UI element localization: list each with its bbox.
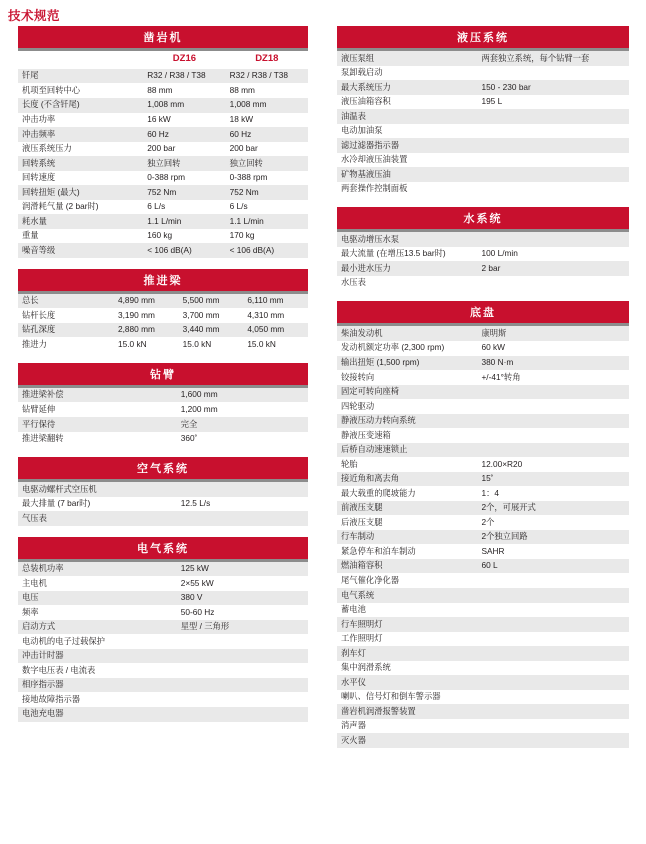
row-label: 总装机功率 <box>18 562 177 577</box>
row-value <box>477 704 629 719</box>
row-value: 独立回转 <box>226 156 308 171</box>
boom-table <box>18 388 308 446</box>
table-row <box>18 678 308 693</box>
row-label: 静液压变速箱 <box>337 428 477 443</box>
row-value <box>477 153 629 168</box>
row-value <box>477 632 629 647</box>
row-value: 1,200 mm <box>177 402 308 417</box>
section-electric <box>18 537 308 722</box>
row-value: 752 Nm <box>143 185 225 200</box>
row-value <box>477 690 629 705</box>
row-label: 平行保待 <box>18 417 177 432</box>
row-value: 160 kg <box>143 229 225 244</box>
table-row <box>337 341 629 356</box>
row-label: 钎尾 <box>18 69 143 84</box>
row-label: 矿物基液压油 <box>337 167 477 182</box>
table-row <box>337 515 629 530</box>
table-row <box>18 482 308 497</box>
row-label: 燃油箱容积 <box>337 559 477 574</box>
table-row <box>337 472 629 487</box>
row-label: 最小进水压力 <box>337 261 477 276</box>
table-row <box>18 388 308 403</box>
row-label: 机项至回转中心 <box>18 83 143 98</box>
hydraulic-table <box>337 51 629 196</box>
row-label: 后桥自动速速锁止 <box>337 443 477 458</box>
row-label: 电驱动增压水泵 <box>337 232 477 247</box>
section-hydraulic-title: 液压系统 <box>337 26 629 51</box>
table-row <box>337 428 629 443</box>
row-value <box>477 603 629 618</box>
table-row <box>18 620 308 635</box>
row-label: 液压油箱容积 <box>337 95 477 110</box>
section-drill-title: 凿岩机 <box>18 26 308 51</box>
row-label: 冲击计时器 <box>18 649 177 664</box>
row-value: 170 kg <box>226 229 308 244</box>
row-label: 冲击功率 <box>18 113 143 128</box>
row-label: 泵卸载启动 <box>337 66 477 81</box>
table-row <box>18 417 308 432</box>
row-label: 固定可转向座椅 <box>337 385 477 400</box>
row-label: 水冷却液压油装置 <box>337 153 477 168</box>
row-value: 752 Nm <box>226 185 308 200</box>
table-row <box>337 632 629 647</box>
table-row <box>337 370 629 385</box>
row-value: 2,880 mm <box>114 323 179 338</box>
table-row <box>337 276 629 291</box>
row-value <box>177 634 308 649</box>
row-label: 油温表 <box>337 109 477 124</box>
table-row <box>18 497 308 512</box>
table-row <box>337 124 629 139</box>
row-value <box>177 482 308 497</box>
row-label: 接近角和离去角 <box>337 472 477 487</box>
row-label: 钻杆长度 <box>18 308 114 323</box>
row-label: 润滑耗气量 (2 bar时) <box>18 200 143 215</box>
row-label: 滤过滤器指示器 <box>337 138 477 153</box>
table-row <box>337 486 629 501</box>
row-value: 4,050 mm <box>243 323 308 338</box>
row-value: 18 kW <box>226 113 308 128</box>
table-row <box>337 153 629 168</box>
row-value <box>177 692 308 707</box>
row-value <box>477 719 629 734</box>
table-row <box>18 707 308 722</box>
row-value <box>477 399 629 414</box>
drill-table <box>18 51 308 258</box>
table-row <box>18 634 308 649</box>
row-value: 独立回转 <box>143 156 225 171</box>
table-row <box>337 167 629 182</box>
table-row <box>337 501 629 516</box>
row-label: 电驱动螺杆式空压机 <box>18 482 177 497</box>
section-air-title: 空气系统 <box>18 457 308 482</box>
table-row <box>337 80 629 95</box>
row-label: 喇叭、信号灯和倒车警示器 <box>337 690 477 705</box>
row-label: 电池充电器 <box>18 707 177 722</box>
row-value <box>477 232 629 247</box>
row-label: 长度 (不含钎尾) <box>18 98 143 113</box>
page-title: 技术规范 <box>8 9 61 23</box>
row-value: 1.1 L/min <box>143 214 225 229</box>
table-row <box>337 66 629 81</box>
row-value: 12.00×R20 <box>477 457 629 472</box>
row-value <box>477 573 629 588</box>
row-label: 行车照明灯 <box>337 617 477 632</box>
row-label: 输出扭矩 (1,500 rpm) <box>337 356 477 371</box>
row-value: 15˚ <box>477 472 629 487</box>
row-label: 接地故障指示器 <box>18 692 177 707</box>
table-row <box>337 733 629 748</box>
row-value <box>477 733 629 748</box>
row-label: 蓄电池 <box>337 603 477 618</box>
table-row <box>337 326 629 341</box>
table-row <box>337 443 629 458</box>
table-row <box>18 692 308 707</box>
table-row <box>337 544 629 559</box>
row-value <box>477 124 629 139</box>
row-value: 完全 <box>177 417 308 432</box>
row-label: 冲击频率 <box>18 127 143 142</box>
row-value: 88 mm <box>143 83 225 98</box>
row-label: 水压表 <box>337 276 477 291</box>
row-value <box>477 167 629 182</box>
row-label: 紧急停车和泊车制动 <box>337 544 477 559</box>
row-value: 16 kW <box>143 113 225 128</box>
table-row <box>18 200 308 215</box>
row-label: 重量 <box>18 229 143 244</box>
row-value: 4,310 mm <box>243 308 308 323</box>
row-label: 消声器 <box>337 719 477 734</box>
row-value: 2×55 kW <box>177 576 308 591</box>
section-drill <box>18 26 308 258</box>
table-row <box>18 511 308 526</box>
row-value <box>477 66 629 81</box>
row-value: 6 L/s <box>143 200 225 215</box>
table-row <box>337 690 629 705</box>
row-label: 推进梁补偿 <box>18 388 177 403</box>
table-row <box>18 576 308 591</box>
row-value: 88 mm <box>226 83 308 98</box>
row-value: 1,600 mm <box>177 388 308 403</box>
row-label: 电动机的电子过载保护 <box>18 634 177 649</box>
table-row <box>18 308 308 323</box>
table-row <box>18 294 308 309</box>
table-row <box>18 591 308 606</box>
row-label: 相序指示器 <box>18 678 177 693</box>
row-value <box>477 385 629 400</box>
row-label: 推进梁翻转 <box>18 432 177 447</box>
table-row <box>337 675 629 690</box>
row-value: R32 / R38 / T38 <box>226 69 308 84</box>
section-air <box>18 457 308 526</box>
row-label: 水平仪 <box>337 675 477 690</box>
row-label: 电动加油泵 <box>337 124 477 139</box>
row-label: 总长 <box>18 294 114 309</box>
table-row <box>18 432 308 447</box>
row-label: 最大载重的爬坡能力 <box>337 486 477 501</box>
row-value: 3,190 mm <box>114 308 179 323</box>
table-row <box>18 562 308 577</box>
section-boom-title: 钻臂 <box>18 363 308 388</box>
row-label: 气压表 <box>18 511 177 526</box>
section-boom <box>18 363 308 446</box>
row-label: 铰接转向 <box>337 370 477 385</box>
row-value <box>177 511 308 526</box>
water-table <box>337 232 629 290</box>
row-label: 最大排量 (7 bar时) <box>18 497 177 512</box>
row-value <box>477 138 629 153</box>
row-label: 噪音等级 <box>18 243 143 258</box>
col-head-dz18: DZ18 <box>226 51 308 69</box>
row-label: 柴油发动机 <box>337 326 477 341</box>
row-value: R32 / R38 / T38 <box>143 69 225 84</box>
row-value: 3,440 mm <box>179 323 244 338</box>
row-value: < 106 dB(A) <box>226 243 308 258</box>
row-value: 60 Hz <box>226 127 308 142</box>
table-row <box>18 83 308 98</box>
row-label: 工作照明灯 <box>337 632 477 647</box>
table-row <box>337 530 629 545</box>
row-value: 200 bar <box>226 142 308 157</box>
row-label: 电压 <box>18 591 177 606</box>
table-row <box>337 109 629 124</box>
row-label: 轮胎 <box>337 457 477 472</box>
row-value: 两套独立系统，每个钻臂一套 <box>477 51 629 66</box>
table-row <box>337 182 629 197</box>
row-value: 60 L <box>477 559 629 574</box>
section-chassis-title: 底盘 <box>337 301 629 326</box>
section-water <box>337 207 629 290</box>
row-value: 380 N·m <box>477 356 629 371</box>
row-value: 康明斯 <box>477 326 629 341</box>
row-value: 15.0 kN <box>243 337 308 352</box>
table-row <box>337 232 629 247</box>
table-row <box>18 127 308 142</box>
row-value: 6 L/s <box>226 200 308 215</box>
row-value <box>477 617 629 632</box>
table-row <box>18 402 308 417</box>
row-value: 360˚ <box>177 432 308 447</box>
row-label: 两套操作控制面板 <box>337 182 477 197</box>
row-value: 0-388 rpm <box>226 171 308 186</box>
section-feed <box>18 269 308 352</box>
right-column <box>337 26 629 759</box>
chassis-table <box>337 326 629 747</box>
row-value: 1,008 mm <box>143 98 225 113</box>
row-value <box>477 414 629 429</box>
row-label: 推进力 <box>18 337 114 352</box>
row-label: 前液压支腿 <box>337 501 477 516</box>
row-label: 回转系统 <box>18 156 143 171</box>
table-row <box>337 719 629 734</box>
section-electric-title: 电气系统 <box>18 537 308 562</box>
row-value: 150 - 230 bar <box>477 80 629 95</box>
table-row <box>337 704 629 719</box>
row-label: 启动方式 <box>18 620 177 635</box>
table-row <box>337 138 629 153</box>
row-value: 50-60 Hz <box>177 605 308 620</box>
table-row <box>337 399 629 414</box>
row-label: 刹车灯 <box>337 646 477 661</box>
table-row <box>337 661 629 676</box>
table-row <box>337 588 629 603</box>
row-label: 液压系统压力 <box>18 142 143 157</box>
row-value: 2个 <box>477 515 629 530</box>
table-row <box>337 603 629 618</box>
left-column <box>18 26 308 733</box>
row-value: 5,500 mm <box>179 294 244 309</box>
table-row <box>18 214 308 229</box>
row-value: 星型 / 三角形 <box>177 620 308 635</box>
table-row <box>337 414 629 429</box>
section-water-title: 水系统 <box>337 207 629 232</box>
table-row <box>18 113 308 128</box>
row-label: 液压泵组 <box>337 51 477 66</box>
electric-table <box>18 562 308 722</box>
row-label: 后液压支腿 <box>337 515 477 530</box>
row-value <box>177 707 308 722</box>
row-label: 最大系统压力 <box>337 80 477 95</box>
row-label: 最大流量 (在增压13.5 bar时) <box>337 247 477 262</box>
table-row <box>18 323 308 338</box>
row-value: 1.1 L/min <box>226 214 308 229</box>
row-value: 3,700 mm <box>179 308 244 323</box>
row-value: 195 L <box>477 95 629 110</box>
row-value: 6,110 mm <box>243 294 308 309</box>
table-row <box>18 156 308 171</box>
row-label: 回转扭矩 (最大) <box>18 185 143 200</box>
row-value: SAHR <box>477 544 629 559</box>
row-value: 0-388 rpm <box>143 171 225 186</box>
row-value <box>177 649 308 664</box>
row-label: 频率 <box>18 605 177 620</box>
row-value: 60 kW <box>477 341 629 356</box>
table-row <box>18 649 308 664</box>
table-row <box>337 646 629 661</box>
table-row <box>18 229 308 244</box>
table-row <box>337 559 629 574</box>
row-label: 四轮驱动 <box>337 399 477 414</box>
row-value <box>477 675 629 690</box>
row-value: 1：4 <box>477 486 629 501</box>
table-row <box>18 142 308 157</box>
row-value: +/-41°转角 <box>477 370 629 385</box>
row-value: 2个，可展开式 <box>477 501 629 516</box>
row-label: 发动机额定功率 (2,300 rpm) <box>337 341 477 356</box>
row-value: 125 kW <box>177 562 308 577</box>
row-value: < 106 dB(A) <box>143 243 225 258</box>
table-row <box>337 356 629 371</box>
row-value <box>477 443 629 458</box>
table-row <box>18 171 308 186</box>
row-label: 耗水量 <box>18 214 143 229</box>
row-label: 行车制动 <box>337 530 477 545</box>
table-row <box>18 663 308 678</box>
table-row <box>337 457 629 472</box>
row-value <box>177 663 308 678</box>
row-value: 100 L/min <box>477 247 629 262</box>
row-label: 静液压动力转向系统 <box>337 414 477 429</box>
row-value: 15.0 kN <box>114 337 179 352</box>
row-value: 15.0 kN <box>179 337 244 352</box>
row-label: 凿岩机润滑报警装置 <box>337 704 477 719</box>
row-label: 尾气催化净化器 <box>337 573 477 588</box>
row-value: 380 V <box>177 591 308 606</box>
row-value <box>477 661 629 676</box>
row-value: 2个独立回路 <box>477 530 629 545</box>
row-value <box>477 276 629 291</box>
table-row <box>337 247 629 262</box>
row-value: 1,008 mm <box>226 98 308 113</box>
table-row <box>18 605 308 620</box>
table-row <box>337 385 629 400</box>
row-label: 数字电压表 / 电流表 <box>18 663 177 678</box>
row-value <box>177 678 308 693</box>
row-value <box>477 646 629 661</box>
row-label: 集中润滑系统 <box>337 661 477 676</box>
row-label: 灭火器 <box>337 733 477 748</box>
row-value <box>477 182 629 197</box>
row-value: 200 bar <box>143 142 225 157</box>
table-row <box>337 261 629 276</box>
row-label: 钻臂延伸 <box>18 402 177 417</box>
table-header-row <box>18 51 308 69</box>
section-hydraulic <box>337 26 629 196</box>
table-row <box>337 95 629 110</box>
row-value: 60 Hz <box>143 127 225 142</box>
table-row <box>337 573 629 588</box>
row-value <box>477 588 629 603</box>
feed-table <box>18 294 308 352</box>
row-value <box>477 109 629 124</box>
table-row <box>18 98 308 113</box>
table-row <box>18 243 308 258</box>
table-row <box>18 337 308 352</box>
row-value <box>477 428 629 443</box>
row-value: 2 bar <box>477 261 629 276</box>
air-table <box>18 482 308 526</box>
row-label: 回转速度 <box>18 171 143 186</box>
section-feed-title: 推进梁 <box>18 269 308 294</box>
table-row <box>18 69 308 84</box>
table-row <box>337 51 629 66</box>
row-label: 主电机 <box>18 576 177 591</box>
section-chassis <box>337 301 629 747</box>
row-value: 12.5 L/s <box>177 497 308 512</box>
row-label: 钻孔深度 <box>18 323 114 338</box>
col-head-blank <box>18 51 143 69</box>
row-value: 4,890 mm <box>114 294 179 309</box>
col-head-dz16: DZ16 <box>143 51 225 69</box>
row-label: 电气系统 <box>337 588 477 603</box>
table-row <box>337 617 629 632</box>
table-row <box>18 185 308 200</box>
